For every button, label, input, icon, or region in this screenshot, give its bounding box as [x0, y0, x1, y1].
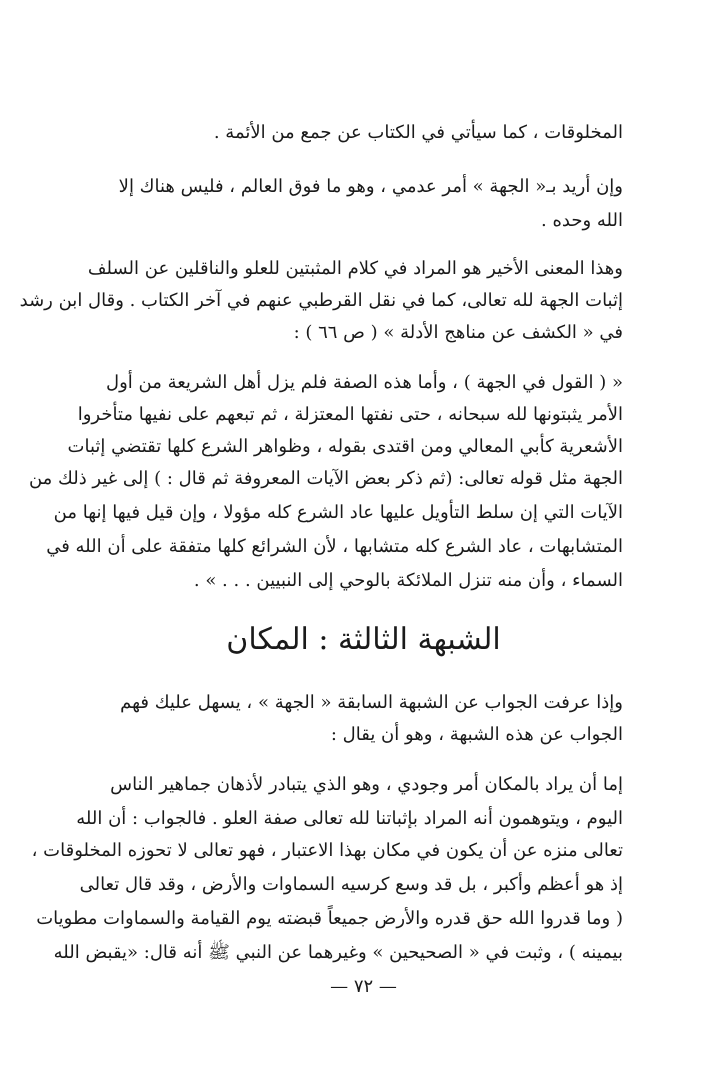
section-heading: الشبهة الثالثة : المكان	[226, 622, 501, 657]
text-line-11: الآيات التي إن سلط التأويل عليها عاد الشرع كله مؤولا ، وإن قيل فيها إنها من	[53, 502, 623, 523]
text-line-7: « ( القول في الجهة ) ، وأما هذه الصفة فلم يزل أهل الشريعة من أول	[106, 372, 623, 393]
text-line-6: في « الكشف عن مناهج الأدلة » ( ص ٦٦ ) :	[293, 322, 623, 343]
text-line-12: المتشابهات ، عاد الشرع كله متشابها ، لأن الشرائع كلها متفقة على أن الله في	[46, 536, 623, 557]
text-line-2: وإن أريد بـ« الجهة » أمر عدمي ، وهو ما فوق العالم ، فليس هناك إلا	[118, 176, 623, 197]
text-line-8: الأمر يثبتونها لله سبحانه ، حتى نفتها المعتزلة ، ثم تبعهم على نفيها متأخروا	[77, 404, 623, 425]
text-line-19: إذ هو أعظم وأكبر ، بل قد وسع كرسيه السماوات والأرض ، وقد قال تعالى	[79, 874, 623, 895]
text-line-5: إثبات الجهة لله تعالى، كما في نقل القرطبي عنهم في آخر الكتاب . وقال ابن رشد	[19, 290, 623, 311]
text-line-15: الجواب عن هذه الشبهة ، وهو أن يقال :	[330, 724, 623, 745]
text-line-16: إما أن يراد بالمكان أمر وجودي ، وهو الذي يتبادر لأذهان جماهير الناس	[110, 774, 623, 795]
text-line-18: تعالى منزه عن أن يكون في مكان بهذا الاعتبار ، فهو تعالى لا تحوزه المخلوقات ،	[31, 840, 623, 861]
text-line-14: وإذا عرفت الجواب عن الشبهة السابقة « الجهة » ، يسهل عليك فهم	[120, 692, 623, 713]
text-line-4: وهذا المعنى الأخير هو المراد في كلام المثبتين للعلو والناقلين عن السلف	[87, 258, 623, 279]
text-line-9: الأشعرية كأبي المعالي ومن اقتدى بقوله ، وظواهر الشرع كلها تقتضي إثبات	[67, 436, 623, 457]
text-line-17: اليوم ، ويتوهمون أنه المراد بإثباتنا لله تعالى صفة العلو . فالجواب : أن الله	[76, 808, 623, 829]
page-number: — ٧٢ —	[330, 976, 397, 997]
text-line-20: ( وما قدروا الله حق قدره والأرض جميعاً قبضته يوم القيامة والسماوات مطويات	[36, 908, 623, 929]
text-line-1: المخلوقات ، كما سيأتي في الكتاب عن جمع من الأئمة .	[213, 122, 623, 143]
text-line-13: السماء ، وأن منه تنزل الملائكة بالوحي إلى النبيين . . . » .	[193, 570, 623, 591]
text-line-3: الله وحده .	[541, 210, 623, 231]
text-line-10: الجهة مثل قوله تعالى: (ثم ذكر بعض الآيات المعروفة ثم قال : ) إلى غير ذلك من	[28, 468, 623, 489]
text-line-21: بيمينه ) ، وثبت في « الصحيحين » وغيرهما عن النبي ﷺ أنه قال: «يقبض الله	[53, 942, 623, 963]
